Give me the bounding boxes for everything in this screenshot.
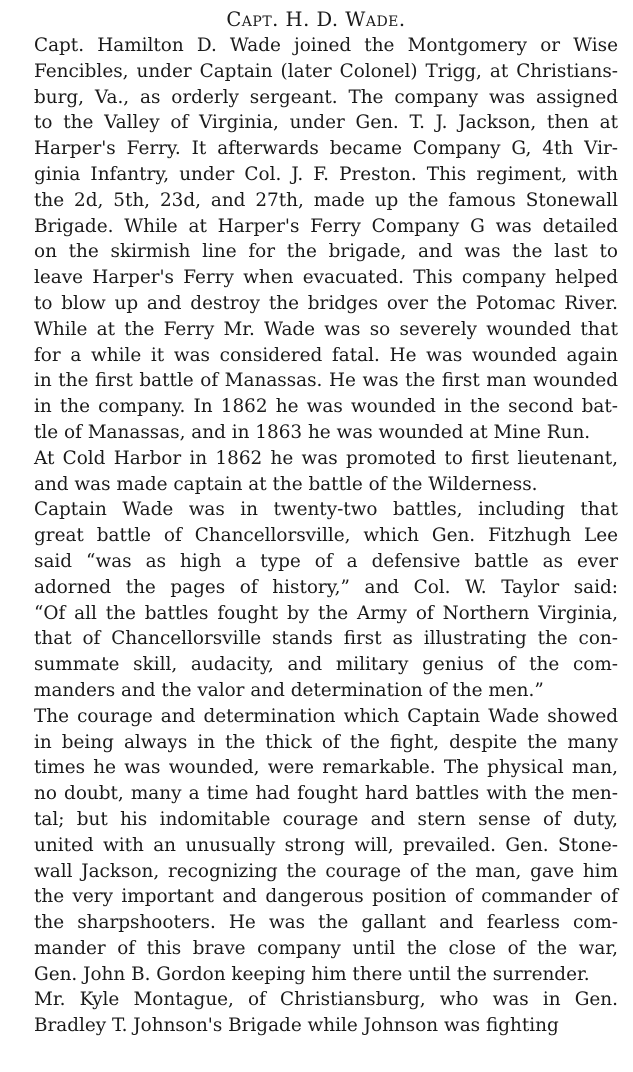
text-line: on the skirmish line for the brigade, and was the last to bbox=[34, 241, 618, 263]
text-line: the sharpshooters. He was the gallant and fearless com- bbox=[34, 912, 618, 934]
text-line: said “was as high a type of a defensive battle as ever bbox=[34, 550, 618, 572]
text-line: Captain Wade was in twenty-two battles, including that bbox=[34, 499, 618, 521]
text-line: While at the Ferry Mr. Wade was so severely wounded that bbox=[34, 318, 618, 340]
text-line: ginia Infantry, under Col. J. F. Preston. This regiment, with bbox=[34, 163, 618, 185]
text-line: the 2d, 5th, 23d, and 27th, made up the famous Stonewall bbox=[34, 189, 618, 211]
text-line: times he was wounded, were remarkable. The physical man, bbox=[34, 757, 618, 779]
text-line: great battle of Chancellorsville, which Gen. Fitzhugh Lee bbox=[34, 525, 618, 547]
text-line: manders and the valor and determination of the men.” bbox=[34, 679, 544, 701]
text-line: adorned the pages of history,” and Col. W. Taylor said: bbox=[34, 576, 618, 598]
text-line: to blow up and destroy the bridges over the Potomac River. bbox=[34, 292, 618, 314]
text-line: Brigade. While at Harper's Ferry Company G was detailed bbox=[34, 215, 618, 237]
text-line: united with an unusually strong will, prevailed. Gen. Stone- bbox=[34, 834, 618, 856]
text-line: tal; but his indomitable courage and stern sense of duty, bbox=[34, 808, 618, 830]
text-line: mander of this brave company until the close of the war, bbox=[34, 937, 618, 959]
text-line: leave Harper's Ferry when evacuated. This company helped bbox=[34, 267, 618, 289]
paragraph bbox=[14, 704, 618, 988]
text-line: and was made captain at the battle of the Wilderness. bbox=[34, 473, 538, 495]
text-line: At Cold Harbor in 1862 he was promoted to first lieutenant, bbox=[34, 447, 618, 469]
document-page bbox=[14, 0, 618, 1039]
text-line: the very important and dangerous position of commander of bbox=[34, 886, 618, 908]
text-line: tle of Manassas, and in 1863 he was wounded at Mine Run. bbox=[34, 421, 591, 443]
text-line: The courage and determination which Captain Wade showed bbox=[34, 705, 618, 727]
text-line: to the Valley of Virginia, under Gen. T. J. Jackson, then at bbox=[34, 112, 618, 134]
text-line: “Of all the battles fought by the Army of Northern Virginia, bbox=[34, 602, 618, 624]
paragraph bbox=[14, 446, 618, 498]
text-line: for a while it was considered fatal. He was wounded again bbox=[34, 344, 618, 366]
text-line: in the company. In 1862 he was wounded in the second bat- bbox=[34, 396, 618, 418]
text-line: in being always in the thick of the fight, despite the many bbox=[34, 731, 618, 753]
text-line: Mr. Kyle Montague, of Christiansburg, who was in Gen. bbox=[34, 989, 618, 1011]
text-line: Harper's Ferry. It afterwards became Company G, 4th Vir- bbox=[34, 138, 618, 160]
text-line: no doubt, many a time had fought hard battles with the men- bbox=[34, 783, 618, 805]
text-line: in the first battle of Manassas. He was the first man wounded bbox=[34, 370, 618, 392]
text-line: that of Chancellorsville stands first as illustrating the con- bbox=[34, 628, 618, 650]
article-body bbox=[14, 33, 618, 1039]
text-line: Capt. Hamilton D. Wade joined the Montgomery or Wise bbox=[34, 35, 618, 56]
text-line: wall Jackson, recognizing the courage of the man, gave him bbox=[34, 860, 618, 882]
paragraph bbox=[14, 33, 618, 446]
page-title: Capt. H. D. Wade. bbox=[226, 8, 406, 31]
text-line: Fencibles, under Captain (later Colonel) Trigg, at Christians- bbox=[34, 60, 618, 82]
text-line: Bradley T. Johnson's Brigade while Johnson was fighting bbox=[34, 1015, 559, 1037]
text-line: summate skill, audacity, and military genius of the com- bbox=[34, 654, 618, 676]
text-line: Gen. John B. Gordon keeping him there until the surrender. bbox=[34, 963, 590, 985]
paragraph bbox=[14, 497, 618, 703]
paragraph bbox=[14, 987, 618, 1039]
text-line: burg, Va., as orderly sergeant. The company was assigned bbox=[34, 86, 618, 108]
